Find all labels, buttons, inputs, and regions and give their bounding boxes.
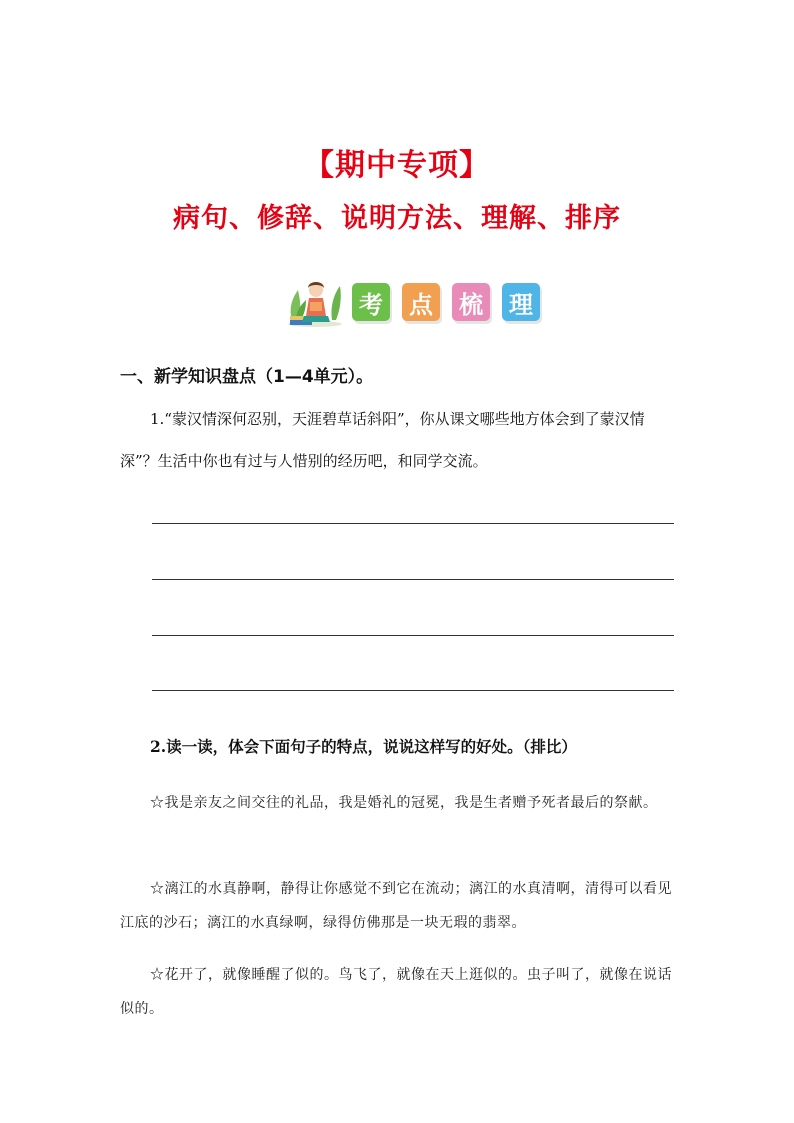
answer-line[interactable] [152, 579, 674, 580]
example-sentence: ☆我是亲友之间交往的礼品，我是婚礼的冠冕，我是生者赠予死者最后的祭献。 [150, 795, 658, 811]
tile-shu: 梳 [452, 283, 490, 321]
page-title: 【期中专项】 [304, 148, 490, 183]
tile-kao: 考 [352, 283, 390, 321]
reading-girl-icon [286, 276, 344, 328]
example-sentence: ☆花开了，就像睡醒了似的。鸟飞了，就像在天上逛似的。虫子叫了，就像在说话似的。 [120, 967, 672, 1017]
answer-line[interactable] [152, 635, 674, 636]
example-sentence: ☆漓江的水真静啊，静得让你感觉不到它在流动；漓江的水真清啊，清得可以看见江底的沙石；漓江的水真绿啊，绿得仿佛那是一块无瑕的翡翠。 [120, 881, 672, 931]
page-subtitle: 病句、修辞、说明方法、理解、排序 [173, 203, 621, 234]
tile-dian: 点 [402, 283, 440, 321]
answer-line[interactable] [152, 690, 674, 691]
question-1: 1.“蒙汉情深何忍别，天涯碧草话斜阳”，你从课文哪些地方体会到了蒙汉情深”？生活中你也有过与人惜别的经历吧，和同学交流。 [120, 410, 645, 470]
section-heading: 一、新学知识盘点（1—4单元）。 [120, 367, 374, 387]
answer-line[interactable] [152, 523, 674, 524]
question-2: 2.读一读，体会下面句子的特点，说说这样写的好处。（排比） [150, 737, 577, 756]
section-banner [286, 276, 540, 328]
tile-li: 理 [502, 283, 540, 321]
